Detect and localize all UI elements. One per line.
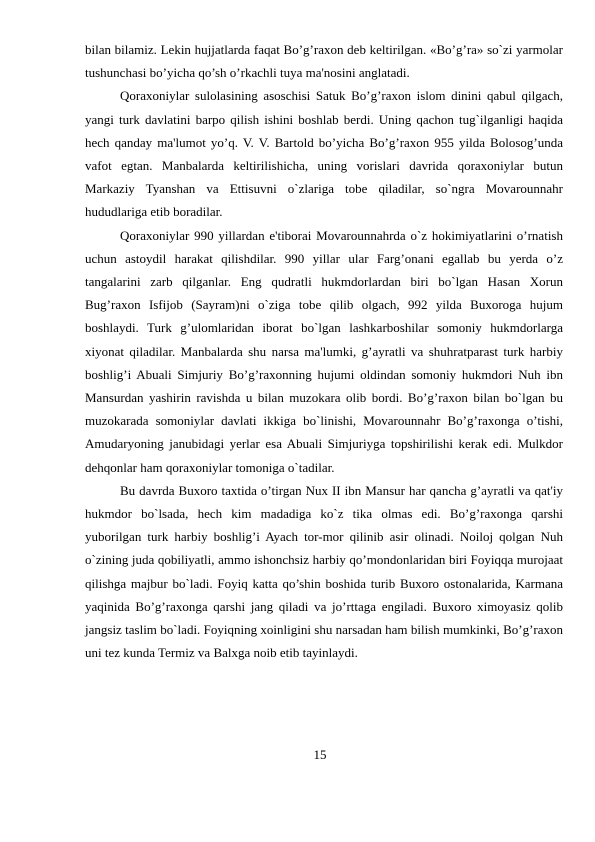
page-number: 15 [313,747,327,762]
paragraph-4: Bu davrda Buxoro taxtida o’tirgan Nux II ibn Mansur har qancha g’ayratli va qat'iy hukmdor bo`lsada, hech kim madadiga ko`z tika olmas edi. Bo’g’raxonga qarshi yuborilgan turk harbiy boshlig’i Ayach tor-mor qilinib asir olinadi. Noiloj qolgan Nuh o`zining juda qobiliyatli, ammo ishonchsiz harbiy qo’mondonlaridan biri Foyiqqa murojaat qilishga majbur bo`ladi. Foyiq katta qo’shin boshida turib Buxoro ostonalarida, Karmana yaqinida Bo’g’raxonga qarshi jang qiladi va jo’rttaga engiladi. Buxoro ximoyasiz qolib jangsiz taslim bo`ladi. Foyiqning xoinligini shu narsadan ham bilish mumkinki, Bo’g’raxon uni tez kunda Termiz va Balxga noib etib tayinlaydi. [85,482,563,661]
paragraph-1: bilan bilamiz. Lekin hujjatlarda faqat Bo’g’raxon deb keltirilgan. «Bo’g’ra» so`zi yarmolar tushunchasi bo’yicha qo’sh o’rkachli tuya ma'nosini anglatadi. [85,42,563,81]
paragraph-2: Qoraxoniylar sulolasining asoschisi Satuk Bo’g’raxon islom dinini qabul qilgach, yangi turk davlatini barpo qilish ishini boshlab berdi. Uning qachon tug`ilganligi haqida hech qanday ma'lumot yo’q. V. V. Bartold bo’yicha Bo’g’raxon 955 yilda Bolosog’unda vafot egtan. Manbalarda keltirilishicha, uning vorislari davrida qoraxoniylar butun Markaziy Tyanshan va Ettisuvni o`zlariga tobe qiladilar, so`ngra Movarounnahr hududlariga etib boradilar. [85,88,563,220]
paragraph-3: Qoraxoniylar 990 yillardan e'tiborai Movarounnahrda o`z hokimiyatlarini o’rnatish uchun astoydil harakat qilishdilar. 990 yillar ular Farg’onani egallab bu yerda o’z tangalarini zarb qilganlar. Eng qudratli hukmdorlardan biri bo`lgan Hasan Xorun Bug’raxon Isfijob (Sayram)ni o`ziga tobe qilib olgach, 992 yilda Buxoroga hujum boshlaydi. Turk g’ulomlaridan iborat bo`lgan lashkarboshilar somoniy hukmdorlarga xiyonat qiladilar. Manbalarda shu narsa ma'lumki, g’ayratli va shuhratparast turk harbiy boshlig’i Abuali Simjuriy Bo’g’raxonning hujumi oldindan somoniy hukmdori Nuh ibn Mansurdan yashirin ravishda u bilan muzokara olib bordi. Bo’g’raxon bilan bo`lgan bu muzokarada somoniylar davlati ikkiga bo`linishi, Movarounnahr Bo’g’raxonga o’tishi, Amudaryoning janubidagi yerlar esa Abuali Simjuriyga topshirilishi kerak edi. Mulkdor dehqonlar ham qoraxoniylar tomoniga o`tadilar. [85,227,563,475]
document-body [85,38,563,664]
